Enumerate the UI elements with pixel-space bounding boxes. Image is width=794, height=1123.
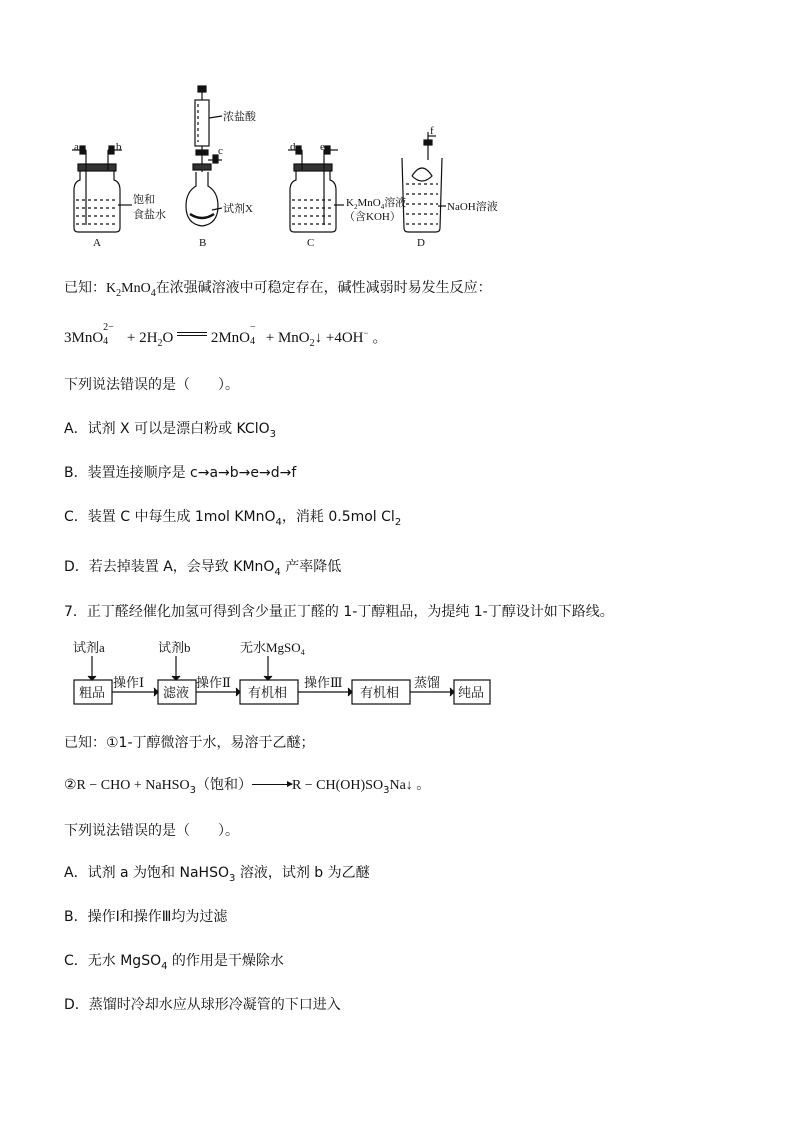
sup: − [249, 322, 256, 333]
box-5-label: 纯品 [458, 685, 485, 700]
opt-text: ，消耗 0.5mol Cl [281, 509, 395, 525]
reaction-arrow [252, 784, 292, 785]
box-2-label: 滤液 [163, 685, 190, 700]
opt-text: 的作用是干燥除水 [167, 953, 284, 969]
box-4-label: 有机相 [360, 685, 400, 700]
opt-text: D．若去掉装置 A，会导致 KMnO [64, 559, 275, 575]
label-b: b [116, 141, 122, 153]
sup: − [363, 328, 369, 338]
k2-text: （饱和） [195, 777, 252, 793]
k-text: K [106, 281, 117, 296]
sub: 2 [394, 517, 402, 528]
sub: 4 [150, 288, 156, 299]
label-c: c [218, 145, 223, 157]
k2-text: Na↓ 。 [389, 778, 431, 793]
q7-question: 下列说法错误的是（ ）。 [64, 823, 239, 839]
q6-question: 下列说法错误的是（ ）。 [64, 377, 239, 393]
label-d: d [290, 141, 296, 153]
sub: 2 [157, 338, 163, 349]
q7-option-d: D．蒸馏时冷却水应从球形冷凝管的下口进入 [64, 997, 341, 1013]
k2-text: ②R − CHO + NaHSO [64, 778, 190, 793]
box-3-label: 有机相 [248, 685, 288, 700]
eq-part: O [162, 330, 174, 346]
sub: 3 [269, 429, 276, 440]
mno-text: MnO [121, 281, 151, 296]
q7-known2 [64, 774, 430, 796]
sub: 4 [249, 336, 255, 347]
funnel-text: 浓盐酸 [223, 111, 256, 123]
q7-known1: 已知：①1-丁醇微溶于水，易溶于乙醚； [64, 735, 315, 751]
opt-text: 产率降低 [280, 559, 342, 575]
bottle-a-text1: 饱和 [133, 194, 155, 206]
caption-a: A [93, 237, 101, 249]
sub: 4 [103, 336, 109, 347]
eq-part: ↓ +4OH [314, 330, 364, 346]
q7-option-c [64, 950, 284, 972]
bottle-c-text2: （含KOH） [344, 211, 401, 223]
opt-text: C．装置 C 中每生成 1mol KMnO [64, 509, 276, 525]
q6-option-b: B．装置连接顺序是 c→a→b→e→d→f [64, 465, 297, 481]
eq-part: 3MnO [64, 330, 104, 346]
k2-text: R − CH(OH)SO [291, 778, 384, 793]
sub: 3 [383, 785, 390, 796]
q7-option-b: B．操作Ⅰ和操作Ⅲ均为过滤 [64, 909, 228, 925]
opt-text: 溶液，试剂 b 为乙醚 [235, 865, 370, 881]
known-prefix: 已知： [64, 280, 106, 296]
q7-option-a [64, 862, 370, 884]
sub: 4 [274, 567, 281, 578]
reagent-a: 试剂a [73, 640, 105, 655]
flask-b-text: 试剂X [223, 203, 253, 215]
sub: 4 [275, 517, 282, 528]
opt-text: C．无水 MgSO [64, 953, 162, 969]
opt-text: A．试剂 a 为饱和 NaHSO [64, 865, 229, 881]
bottle-a-text2: 食盐水 [133, 209, 166, 221]
reagent-mgso4: 无水MgSO$_4$ [240, 640, 305, 657]
bottle-c-text1: $K_2MnO_4$溶液 [346, 197, 407, 211]
sub: 2 [116, 288, 122, 299]
label-a: a [74, 141, 79, 153]
eq-part: 。 [368, 330, 388, 346]
label-f: f [430, 125, 434, 137]
box-1-label: 粗品 [79, 685, 106, 700]
reagent-b: 试剂b [158, 640, 191, 655]
op-1: 操作Ⅰ [113, 675, 145, 690]
op-4: 蒸馏 [414, 675, 441, 690]
known-rest: 在浓强碱溶液中可稳定存在，碱性减弱时易发生反应： [155, 280, 492, 296]
opt-text: A．试剂 X 可以是漂白粉或 KClO [64, 421, 270, 437]
sub: 3 [229, 873, 236, 884]
beaker-d-text: NaOH溶液 [447, 201, 498, 213]
eq-part: + 2H [123, 330, 158, 346]
caption-c: C [307, 237, 315, 249]
sub: 4 [161, 961, 168, 972]
caption-d: D [417, 237, 425, 249]
op-2: 操作Ⅱ [196, 675, 231, 690]
eq-part: 2MnO [210, 330, 250, 346]
q7-stem: 7．正丁醛经催化加氢可得到含少量正丁醛的 1-丁醇粗品，为提纯 1-丁醇设计如下路线。 [64, 604, 614, 620]
op-3: 操作Ⅲ [304, 675, 343, 690]
sup: 2− [103, 322, 114, 333]
sub: 3 [189, 785, 196, 796]
eq-part: + MnO [261, 330, 310, 346]
caption-b: B [199, 237, 207, 249]
label-e: e [320, 141, 325, 153]
sub: 2 [309, 338, 315, 349]
